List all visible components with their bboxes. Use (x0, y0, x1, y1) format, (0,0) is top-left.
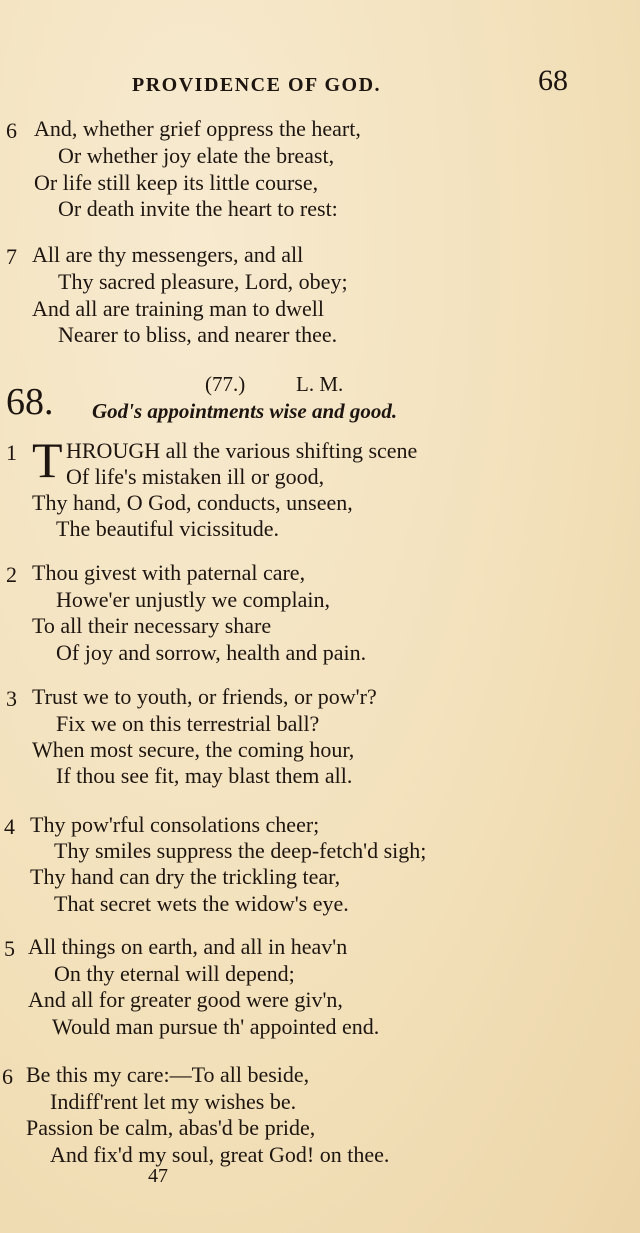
hymn-heading (0, 372, 640, 432)
verse-line: To all their necessary share (32, 613, 272, 638)
verse-line: Or death invite the heart to rest: (58, 196, 338, 221)
signature-mark: 47 (148, 1165, 168, 1187)
page-number: 68 (538, 64, 568, 97)
page-header (0, 64, 640, 108)
stanza-number: 4 (4, 814, 15, 839)
hymn-number: 68. (6, 381, 54, 423)
verse-line: Nearer to bliss, and nearer thee. (58, 322, 338, 347)
verse-line: Trust we to youth, or friends, or pow'r? (32, 684, 377, 709)
verse-line: Thy hand, O God, conducts, unseen, (32, 490, 353, 515)
verse-line: Passion be calm, abas'd be pride, (26, 1115, 316, 1140)
verse-line: Thy smiles suppress the deep-fetch'd sigh; (54, 838, 427, 863)
verse-line: The beautiful vicissitude. (56, 516, 279, 541)
stanza-number: 6 (6, 118, 17, 143)
verse-line: HROUGH all the various shifting scene (66, 438, 418, 463)
verse-line: If thou see fit, may blast them all. (56, 763, 353, 788)
verse-line: And all are training man to dwell (32, 296, 325, 321)
stanza-number: 2 (6, 562, 17, 587)
tune-reference: (77.) (205, 372, 246, 396)
verse-line: Thy pow'rful consolations cheer; (30, 812, 320, 837)
stanza-number: 7 (6, 244, 17, 269)
verse-line: Would man pursue th' appointed end. (52, 1014, 380, 1039)
verse-line: Of life's mistaken ill or good, (66, 464, 325, 489)
verse-line: Thy sacred pleasure, Lord, obey; (58, 269, 348, 294)
drop-cap: T (32, 432, 63, 488)
verse-line: Be this my care:—To all beside, (26, 1062, 310, 1087)
stanza-number: 5 (4, 936, 15, 961)
verse-line: When most secure, the coming hour, (32, 737, 355, 762)
verse-line: On thy eternal will depend; (54, 961, 295, 986)
verse-line: Of joy and sorrow, health and pain. (56, 640, 367, 665)
verse-line: And all for greater good were giv'n, (28, 987, 343, 1012)
stanza-number: 6 (2, 1064, 13, 1089)
verse-line: Howe'er unjustly we complain, (56, 587, 331, 612)
verse-line: Or life still keep its little course, (34, 170, 319, 195)
verse-line: Or whether joy elate the breast, (58, 143, 335, 168)
meter: L. M. (296, 372, 344, 396)
verse-line: All are thy messengers, and all (32, 242, 304, 267)
verse-line: All things on earth, and all in heav'n (28, 934, 348, 959)
hymn-subtitle: God's appointments wise and good. (92, 399, 398, 423)
stanza-number: 1 (6, 440, 17, 465)
stanza-number: 3 (6, 686, 17, 711)
verse-line: Thy hand can dry the trickling tear, (30, 864, 341, 889)
verse-line: That secret wets the widow's eye. (54, 891, 349, 916)
verse-line: And, whether grief oppress the heart, (34, 116, 361, 141)
running-title: PROVIDENCE OF GOD. (132, 74, 382, 96)
verse-line: Thou givest with paternal care, (32, 560, 306, 585)
verse-line: And fix'd my soul, great God! on thee. (50, 1142, 390, 1167)
verse-line: Fix we on this terrestrial ball? (56, 711, 320, 736)
verse-line: Indiff'rent let my wishes be. (50, 1089, 297, 1114)
